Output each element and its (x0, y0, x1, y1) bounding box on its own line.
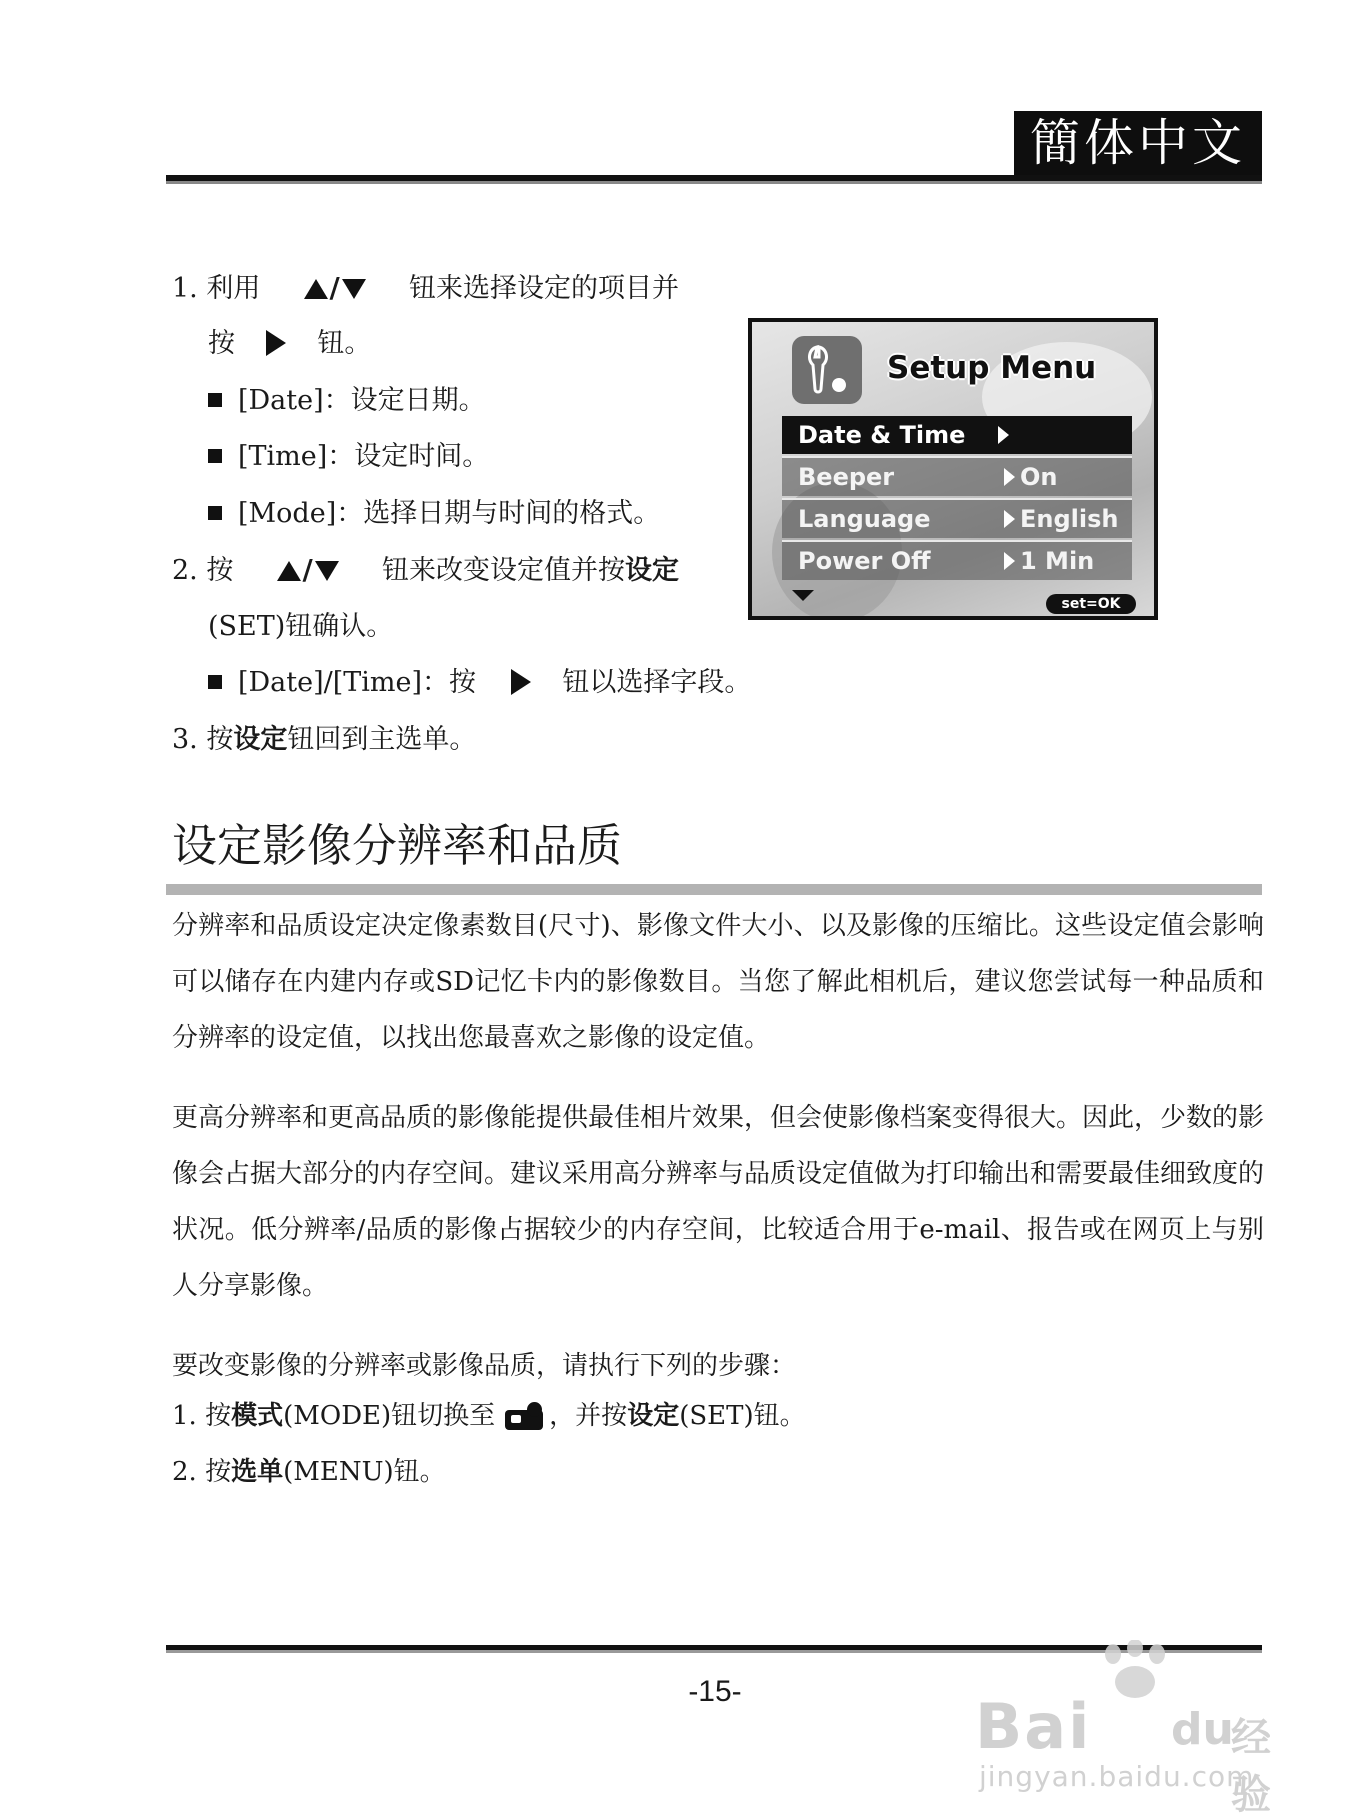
step-number: 1. (172, 1401, 197, 1431)
page-number: -15- (688, 1675, 742, 1708)
bullet-icon (208, 675, 222, 689)
watermark-brand-du: du (1171, 1704, 1234, 1755)
step-2-cont (208, 607, 393, 647)
step-text: 利用 (206, 273, 261, 304)
step-text: ，并按 (549, 1401, 628, 1431)
step-text: 按 (206, 724, 234, 755)
bullet-date (208, 381, 486, 421)
step-number: 1. (172, 273, 198, 304)
lcd-menu-row-power-off: Power Off 1 Min (782, 540, 1132, 580)
paragraph-2: 更高分辨率和更高品质的影像能提供最佳相片效果，但会使影像档案变得很大。因此，少数的影像会占据大部分的内存空间。建议采用高分辨率与品质设定值做为打印输出和需要最佳细致度的状况。低分辨率/品质的影像占据较少的内存空间，比较适合用于e-mail、报告或在网页上与别人分享影像。 (172, 1103, 1265, 1301)
bullet-text: [Time]：设定时间。 (238, 441, 490, 472)
menu-key-label: 选单 (231, 1457, 284, 1487)
right-arrow-icon (511, 669, 531, 695)
lcd-menu-row-date-time: Date & Time (782, 416, 1132, 454)
step-text: (SET)钮确认。 (208, 611, 394, 642)
bullet-text: [Date]/[Time]：按 (238, 667, 477, 698)
step-1-cont (208, 324, 371, 364)
paragraph-3: 要改变影像的分辨率或影像品质，请执行下列的步骤： (172, 1351, 797, 1381)
watermark-brand: Bai (975, 1690, 1092, 1763)
step-text: 按 (206, 555, 234, 586)
lcd-right-arrow-icon (1004, 552, 1015, 570)
bullet-time (208, 437, 489, 477)
lcd-right-arrow-icon (998, 426, 1009, 444)
step-text: 钮。 (317, 328, 372, 359)
step-text: 钮回到主选单。 (287, 724, 477, 755)
step-text: 钮来选择设定的项目并 (408, 273, 679, 304)
watermark-url: jingyan.baidu.com (979, 1760, 1255, 1793)
bullet-text: [Mode]：选择日期与时间的格式。 (238, 498, 661, 529)
wrench-icon (792, 336, 862, 404)
lcd-set-ok-badge: set=OK (1046, 594, 1136, 614)
instruction-2 (172, 1452, 446, 1492)
bullet-icon (208, 449, 222, 463)
step-2: 2. 按 / 钮来改变设定值并按设定 (172, 553, 679, 586)
step-text: (MODE)钮切换至 (283, 1401, 496, 1431)
up-arrow-icon (277, 561, 301, 581)
set-key-label: 设定 (624, 555, 679, 586)
lcd-menu-row-beeper: Beeper On (782, 456, 1132, 496)
down-arrow-icon (342, 279, 366, 299)
right-arrow-icon (266, 330, 286, 356)
set-key-label: 设定 (627, 1401, 680, 1431)
lcd-menu-row-language: Language English (782, 498, 1132, 538)
step-number: 3. (172, 724, 198, 755)
step-text: (MENU)钮。 (283, 1457, 446, 1487)
watermark-brand-cn: 经验 (1231, 1715, 1271, 1818)
paw-logo-icon (1095, 1640, 1175, 1700)
step-text: 钮来改变设定值并按 (381, 555, 625, 586)
language-tab: 簡体中文 (1014, 111, 1262, 175)
bullet-icon (208, 506, 222, 520)
step-number: 2. (172, 1457, 197, 1487)
header-rule-shadow (166, 181, 1262, 184)
bullet-text: [Date]：设定日期。 (238, 385, 486, 416)
bullet-text: 钮以选择字段。 (562, 667, 752, 698)
step-1: 1. 利用 / 钮来选择设定的项目并 (172, 271, 679, 304)
mode-key-label: 模式 (231, 1401, 284, 1431)
down-arrow-icon (315, 561, 339, 581)
bullet-datetime (208, 663, 751, 703)
section-title: 设定影像分辨率和品质 (172, 819, 623, 872)
set-key-label: 设定 (233, 724, 288, 755)
up-arrow-icon (304, 279, 328, 299)
lcd-right-arrow-icon (1004, 510, 1015, 528)
lcd-right-arrow-icon (1004, 468, 1015, 486)
step-3 (172, 720, 476, 760)
step-text: 按 (208, 328, 235, 359)
camera-mode-icon (505, 1402, 543, 1428)
camera-lcd-screen (748, 318, 1158, 620)
step-text: (SET)钮。 (679, 1401, 806, 1431)
baidu-watermark (975, 1640, 1305, 1818)
instruction-1 (172, 1396, 806, 1436)
step-text: 按 (205, 1401, 232, 1431)
bullet-mode (208, 494, 660, 534)
lcd-down-arrow-icon (792, 590, 814, 601)
section-rule (166, 884, 1262, 895)
step-text: 按 (205, 1457, 232, 1487)
lcd-menu-title: Setup Menu (887, 350, 1097, 386)
bullet-icon (208, 393, 222, 407)
step-number: 2. (172, 555, 198, 586)
paragraph-1: 分辨率和品质设定决定像素数目(尺寸)、影像文件大小、以及影像的压缩比。这些设定值会影响可以储存在内建内存或SD记忆卡内的影像数目。当您了解此相机后，建议您尝试每一种品质和分辨率的设定值，以找出您最喜欢之影像的设定值。 (172, 911, 1264, 1053)
